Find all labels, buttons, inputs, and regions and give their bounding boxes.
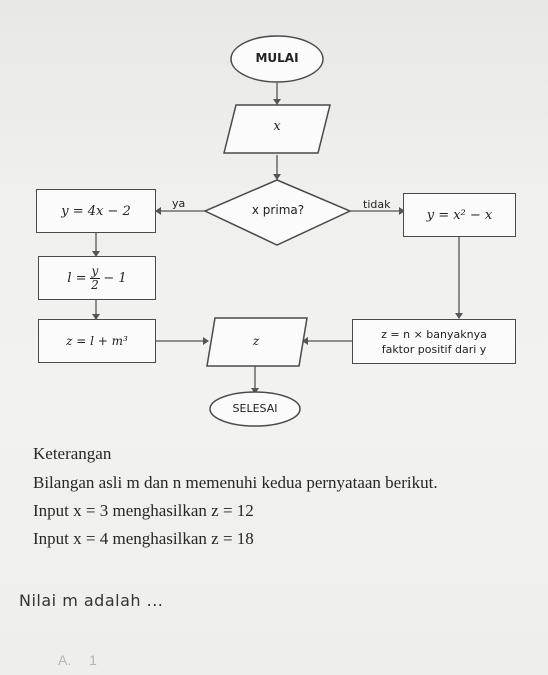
input-label: x xyxy=(273,119,281,134)
end-label: SELESAI xyxy=(232,402,278,415)
option-a[interactable] xyxy=(58,652,97,668)
z-factor-box xyxy=(352,319,516,364)
no-process-label: y = x² − x xyxy=(426,207,493,223)
explanation-line-3: Input x = 4 menghasilkan z = 18 xyxy=(33,529,254,548)
question-text: Nilai m adalah ... xyxy=(19,591,164,610)
option-a-letter: A. xyxy=(58,652,72,668)
l-process-box xyxy=(38,256,156,300)
option-a-value: 1 xyxy=(89,652,97,668)
z-factor-line2: faktor positif dari y xyxy=(381,342,487,356)
yes-process-label: y = 4x − 2 xyxy=(61,203,131,219)
z-process-box xyxy=(38,319,156,363)
l-lhs: l = xyxy=(67,270,87,286)
explanation-line-1: Bilangan asli m dan n memenuhi kedua pernyataan berikut. xyxy=(33,473,438,492)
l-rhs: − 1 xyxy=(103,270,127,286)
decision-label: x prima? xyxy=(251,203,305,217)
branch-yes-label: ya xyxy=(172,197,186,210)
no-process-box xyxy=(403,193,516,237)
start-label: MULAI xyxy=(255,51,299,65)
branch-no-label: tidak xyxy=(363,198,391,211)
z-process-label: z = l + m³ xyxy=(66,334,128,348)
output-label: z xyxy=(252,334,260,348)
yes-process-box xyxy=(36,189,156,233)
explanation-line-2: Input x = 3 menghasilkan z = 12 xyxy=(33,501,254,520)
explanation-heading: Keterangan xyxy=(33,444,112,463)
l-fraction xyxy=(90,265,101,292)
l-denominator: 2 xyxy=(91,277,99,292)
z-factor-line1: z = n × banyaknya xyxy=(381,327,487,341)
l-numerator: y xyxy=(91,263,99,278)
